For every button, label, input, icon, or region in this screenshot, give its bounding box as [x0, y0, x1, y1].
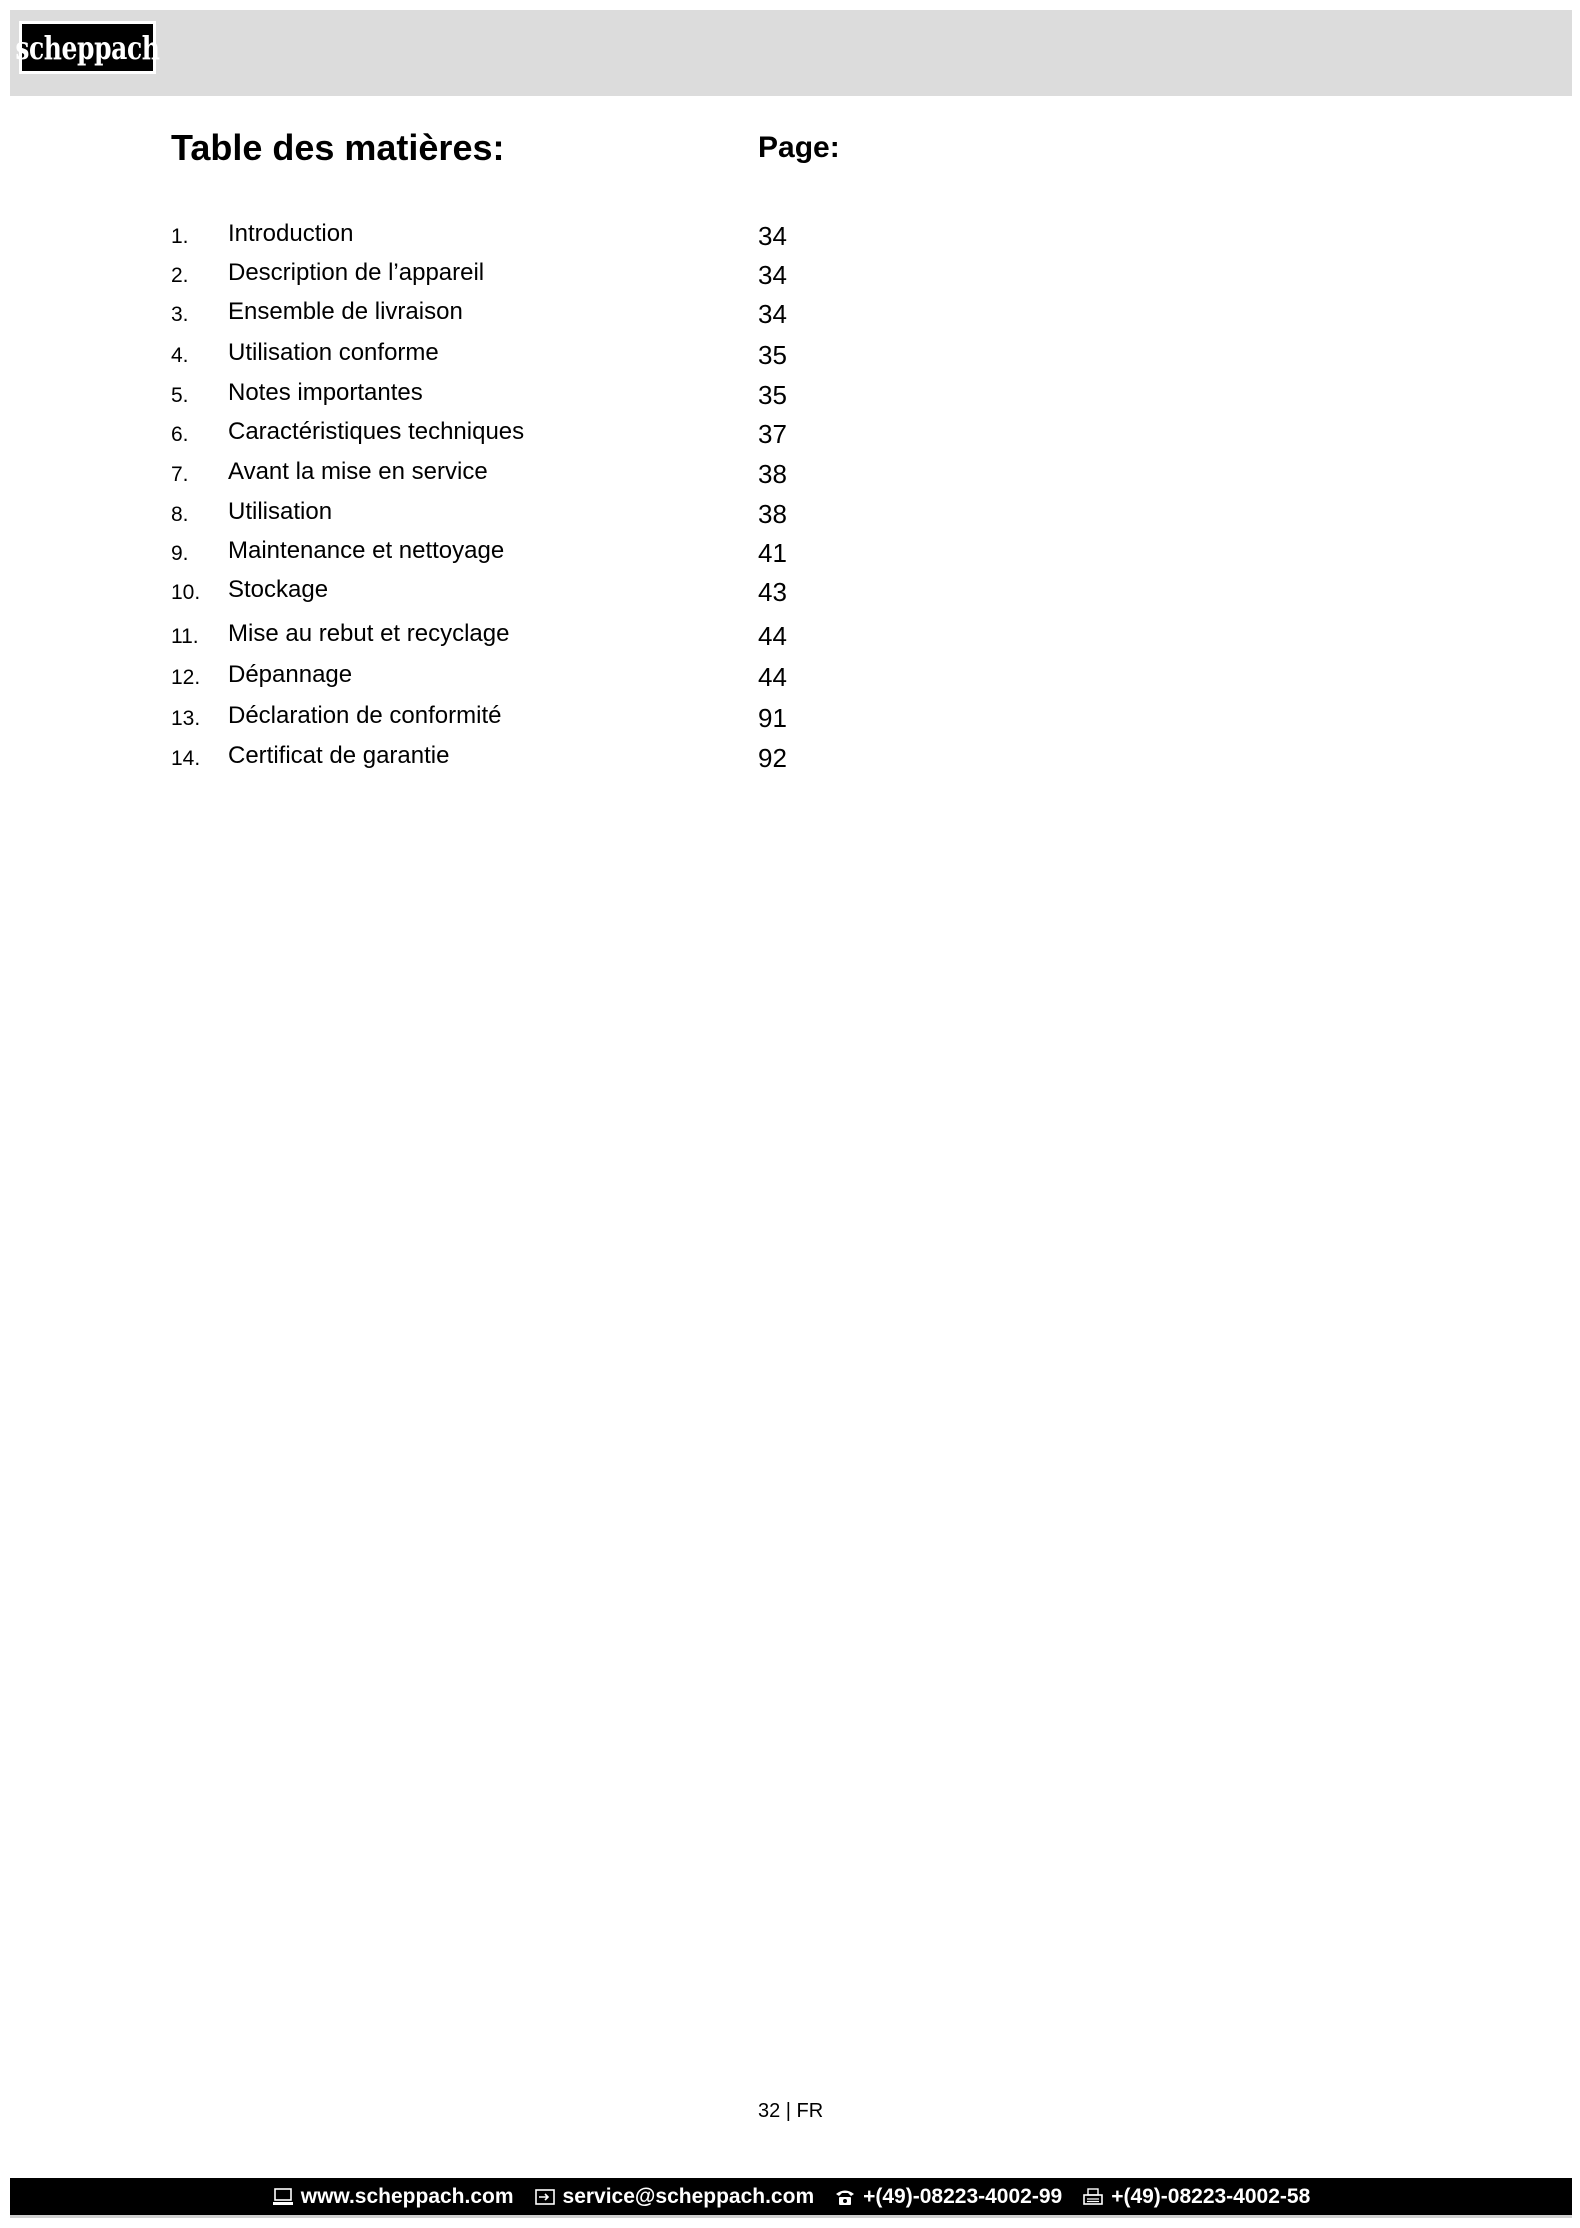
computer-icon [272, 2186, 294, 2208]
toc-entry[interactable] [0, 700, 1580, 736]
toc-entry-label: Ensemble de livraison [228, 298, 463, 325]
toc-entry-label: Introduction [228, 220, 354, 247]
toc-entry-page: 92 [758, 743, 787, 773]
toc-entry[interactable] [0, 296, 1580, 332]
toc-entry-number: 14. [171, 747, 201, 770]
toc-entry-page: 34 [758, 221, 787, 251]
toc-entry-number: 4. [171, 344, 189, 367]
toc-entry[interactable] [0, 416, 1580, 452]
toc-entry-page: 38 [758, 459, 787, 489]
toc-entry-page: 35 [758, 380, 787, 410]
toc-entry-label: Description de l’appareil [228, 259, 485, 286]
toc-entry-number: 2. [171, 264, 189, 287]
phone-link[interactable] [834, 2185, 1062, 2209]
email-link[interactable] [534, 2185, 815, 2209]
toc-entry-number: 12. [171, 666, 201, 689]
toc-entry-number: 11. [171, 625, 199, 648]
toc-entry-number: 1. [171, 225, 189, 248]
toc-entry-label: Utilisation [228, 498, 333, 525]
toc-entry-label: Utilisation conforme [228, 339, 439, 366]
toc-entry[interactable] [0, 618, 1580, 654]
toc-entry-page: 37 [758, 419, 787, 449]
toc-entry[interactable] [0, 218, 1580, 254]
website-text: www.scheppach.com [300, 2184, 514, 2208]
toc-entry-number: 10. [171, 581, 201, 604]
toc-entry-number: 8. [171, 503, 189, 526]
phone-icon [834, 2186, 856, 2208]
toc-entry-page: 35 [758, 340, 787, 370]
website-link[interactable] [272, 2185, 514, 2209]
toc-entry-label: Certificat de garantie [228, 742, 450, 769]
toc-entry-label: Avant la mise en service [228, 458, 488, 485]
toc-entry-number: 5. [171, 384, 189, 407]
toc-entry-number: 13. [171, 707, 201, 730]
toc-entry-page: 43 [758, 577, 787, 607]
phone-text: +(49)-08223-4002-99 [863, 2184, 1063, 2208]
fax-link[interactable] [1082, 2185, 1310, 2209]
email-text: service@scheppach.com [562, 2184, 815, 2208]
page-number: 32 | FR [758, 2100, 824, 2122]
toc-entry[interactable] [0, 456, 1580, 492]
page-column-title: Page: [758, 131, 840, 164]
toc-entry-number: 3. [171, 303, 189, 326]
toc-entry-label: Mise au rebut et recyclage [228, 620, 510, 647]
mail-icon [534, 2186, 556, 2208]
toc-entry[interactable] [0, 337, 1580, 373]
toc-entry-label: Caractéristiques techniques [228, 418, 525, 445]
toc-entry-number: 7. [171, 463, 189, 486]
toc-entry[interactable] [0, 574, 1580, 610]
toc-entry-label: Déclaration de conformité [228, 702, 502, 729]
toc-entry-page: 41 [758, 538, 787, 568]
fax-icon [1082, 2186, 1104, 2208]
toc-entry[interactable] [0, 659, 1580, 695]
toc-entry-label: Notes importantes [228, 379, 423, 406]
toc-entry-number: 9. [171, 542, 189, 565]
toc-entry-page: 44 [758, 621, 787, 651]
toc-entry[interactable] [0, 257, 1580, 293]
contact-bar [10, 2178, 1572, 2218]
toc-entry-label: Stockage [228, 576, 329, 603]
toc-title: Table des matières: [171, 127, 505, 168]
toc-entry-page: 34 [758, 299, 787, 329]
toc-entry-label: Maintenance et nettoyage [228, 537, 505, 564]
toc-entry[interactable] [0, 377, 1580, 413]
toc-entry-label: Dépannage [228, 661, 353, 688]
toc-entry-page: 44 [758, 662, 787, 692]
fax-text: +(49)-08223-4002-58 [1111, 2184, 1311, 2208]
toc-entry[interactable] [0, 496, 1580, 532]
toc-entry[interactable] [0, 535, 1580, 571]
scheppach-logo [15, 21, 160, 74]
logo-text: scheppach [15, 28, 160, 67]
toc-entry-page: 34 [758, 260, 787, 290]
toc-entry-number: 6. [171, 423, 189, 446]
toc-entry[interactable] [0, 740, 1580, 776]
toc-entry-page: 91 [758, 703, 787, 733]
header-band [10, 10, 1572, 96]
toc-entry-page: 38 [758, 499, 787, 529]
